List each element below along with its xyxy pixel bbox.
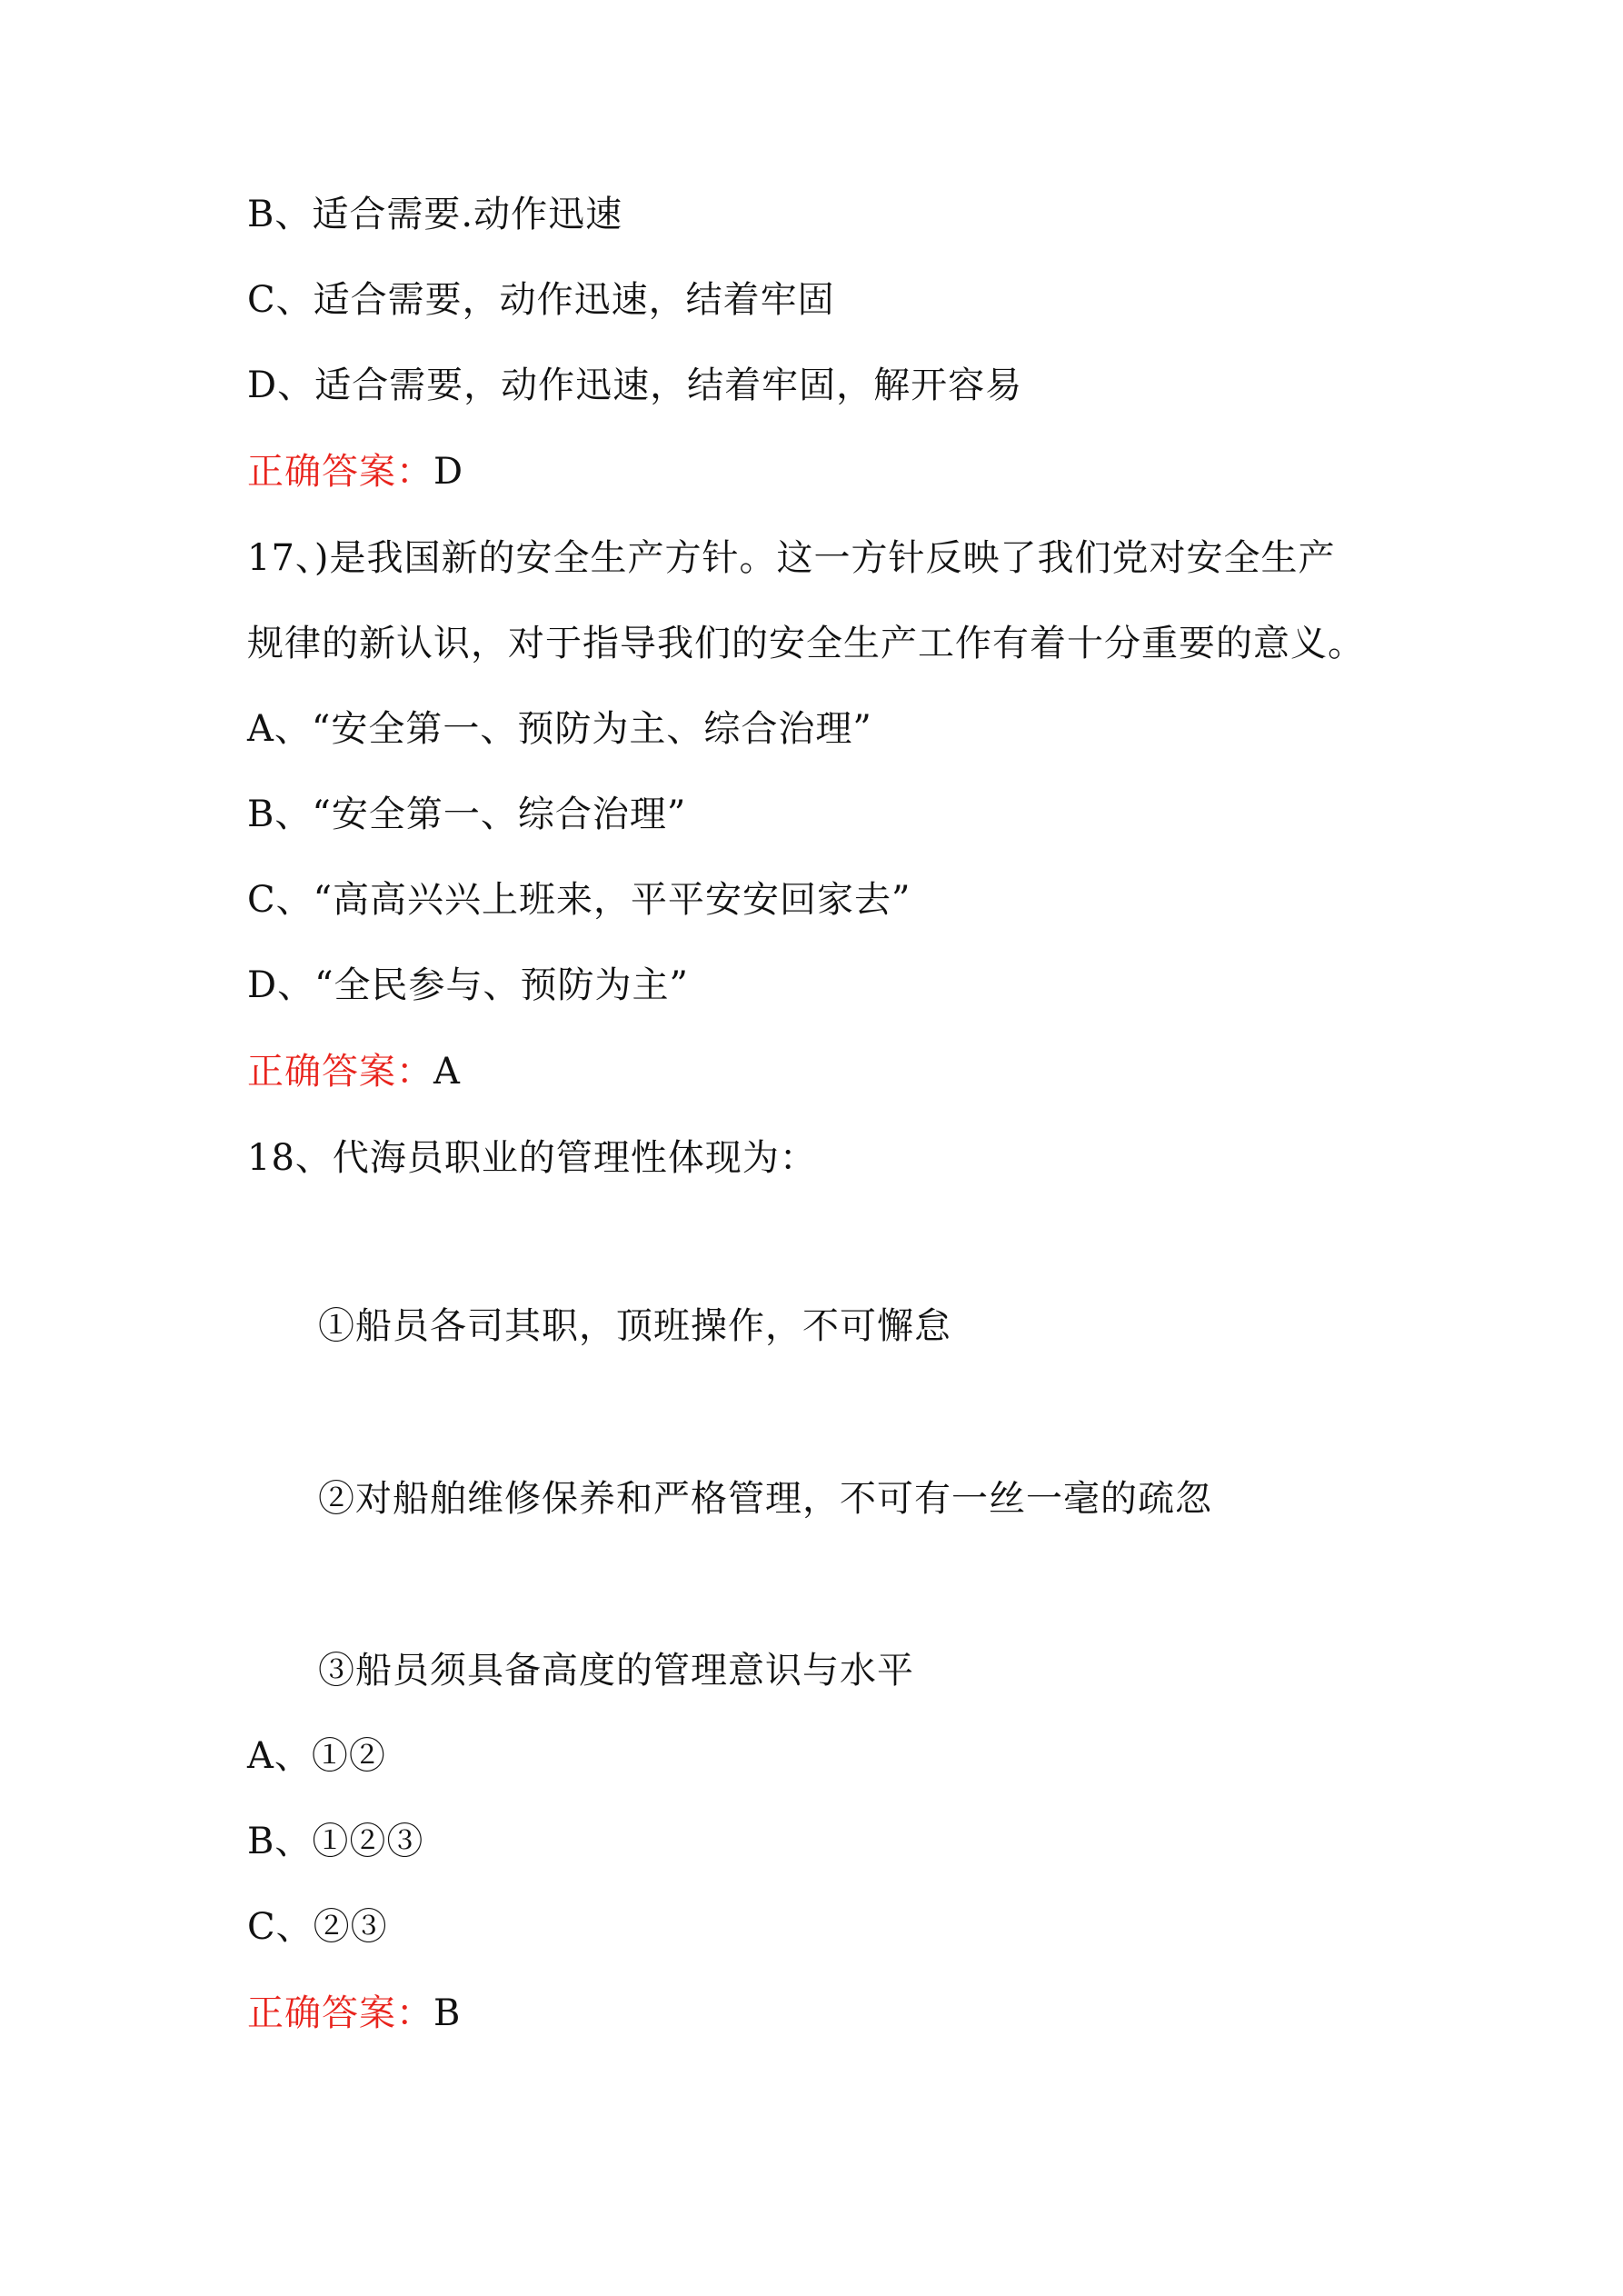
q16-correct-answer xyxy=(247,446,463,497)
q17-stem-line-2: 规律的新认识，对于指导我们的安全生产工作有着十分重要的意义。 xyxy=(247,623,1365,664)
q17-option-a: A、“安全第一、预防为主、综合治理” xyxy=(247,708,872,750)
q18-option-b: B、①②③ xyxy=(247,1821,424,1862)
q18-item-3: ③船员须具备高度的管理意识与水平 xyxy=(318,1650,914,1692)
q17-option-d: D、“全民参与、预防为主” xyxy=(247,964,689,1006)
answer-value: D xyxy=(433,451,464,493)
q18-option-a: A、①② xyxy=(247,1735,386,1777)
answer-label: 正确答案： xyxy=(247,451,433,493)
q18-stem: 18、代海员职业的管理性体现为： xyxy=(247,1137,817,1179)
answer-value: B xyxy=(433,1992,462,2034)
answer-value: A xyxy=(433,1051,461,1093)
q18-item-2: ②对船舶维修保养和严格管理，不可有一丝一毫的疏忽 xyxy=(318,1478,1212,1520)
q18-correct-answer xyxy=(247,1988,461,2039)
q18-item-1: ①船员各司其职，顶班操作，不可懈怠 xyxy=(318,1305,951,1347)
q16-option-c: C、适合需要，动作迅速，结着牢固 xyxy=(247,279,835,321)
q17-option-c: C、“高高兴兴上班来，平平安安回家去” xyxy=(247,879,911,921)
q16-option-d: D、适合需要，动作迅速，结着牢固，解开容易 xyxy=(247,364,1023,406)
answer-label: 正确答案： xyxy=(247,1992,433,2034)
q18-option-c: C、②③ xyxy=(247,1906,388,1948)
answer-label: 正确答案： xyxy=(247,1051,433,1093)
q17-stem-line-1: 17、)是我国新的安全生产方针。这一方针反映了我们党对安全生产 xyxy=(247,537,1336,579)
q17-option-b: B、“安全第一、综合治理” xyxy=(247,794,687,835)
q16-option-b: B、适合需要.动作迅速 xyxy=(247,194,623,235)
q17-correct-answer xyxy=(247,1046,461,1097)
